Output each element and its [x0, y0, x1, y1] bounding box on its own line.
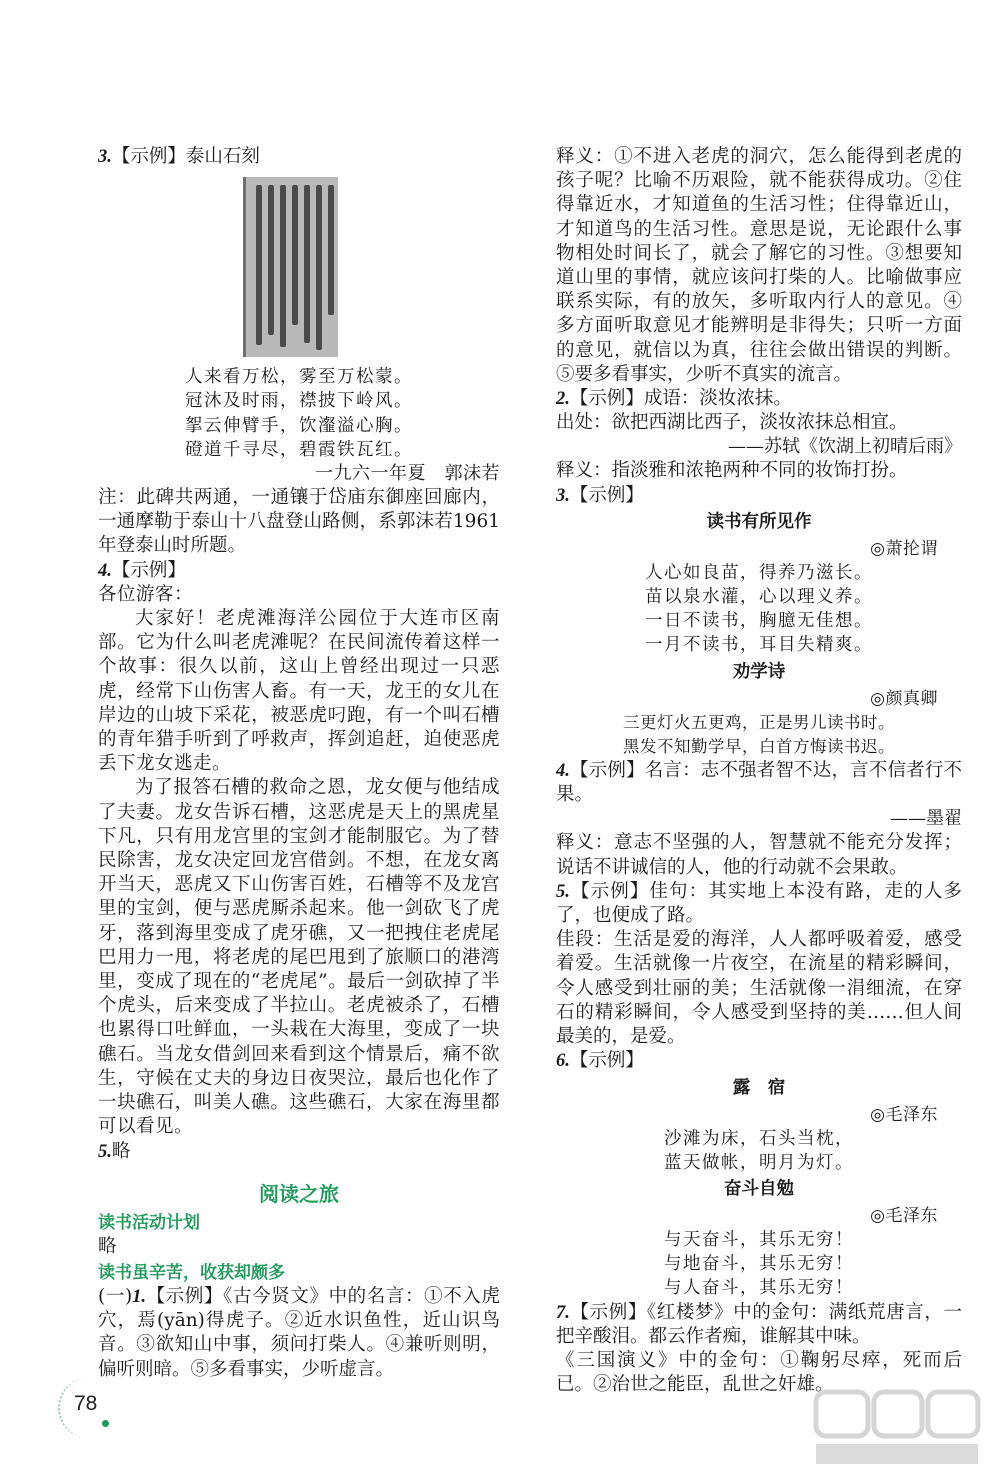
q1-answer: (一)1.【示例】《古今贤文》中的名言：①不入虎穴，焉(yān)得虎子。②近水识鱼性，近山识鸟音。③欲知山中事，须问打柴人。④兼听则明，偏听则暗。⑤多看事实，少听虚言。 [98, 1285, 500, 1380]
poem-line: 与天奋斗，其乐无穷！ [664, 1229, 854, 1250]
subsection-reading-plan: 读书活动计划 [98, 1212, 200, 1233]
poem-line: 一月不读书，耳目失精爽。 [645, 635, 873, 656]
poem-line: 蓝天做帐，明月为灯。 [664, 1152, 854, 1173]
q3-answer: 3.【示例】 [556, 484, 644, 506]
poem-author: ◎萧抡谓 [870, 538, 938, 559]
poem-line: 一日不读书，胸臆无佳想。 [645, 611, 873, 632]
poem-line: 沙滩为床，石头当枕， [664, 1128, 854, 1149]
stone-signature: 一九六一年夏 郭沫若 [315, 463, 500, 485]
q4-signature: ——墨翟 [890, 808, 962, 830]
poem-line: 与地奋斗，其乐无穷！ [664, 1254, 854, 1275]
green-dot-icon [102, 1420, 109, 1427]
story-paragraph-1: 大家好！老虎滩海洋公园位于大连市区南部。它为什么叫老虎滩呢？在民间流传着这样一个故事：很久以前，这山上曾经出现过一只恶虎，经常下山伤害人畜。有一天，龙王的女儿在岸边的山坡下采花，被恶虎叼跑，有一个叫石槽的青年猎手听到了呼救声，挥剑追赶，迫使恶虎丢下龙女逃走。 [98, 608, 500, 775]
q4-explanation: 释义：意志不坚强的人，智慧就不能充分发挥；说话不讲诚信的人，他的行动就不会果敢。 [556, 832, 962, 878]
left-column [98, 145, 500, 1382]
q7-answer-b: 《三国演义》中的金句：①鞠躬尽瘁，死而后已。②治世之能臣，乱世之奸雄。 [556, 1349, 962, 1396]
watermark-logo [812, 1388, 982, 1468]
page-number: 78 [74, 1392, 98, 1415]
stone-poem-line: 冠沐及时雨，襟披下岭风。 [185, 391, 413, 412]
poem-title: 奋斗自勉 [724, 1178, 794, 1199]
q6-answer: 6.【示例】 [556, 1050, 644, 1072]
greeting: 各位游客： [98, 583, 194, 605]
q4-answer: 4.【示例】名言：志不强者智不达，言不信者行不果。 [556, 760, 962, 806]
poem-line: 与人奋斗，其乐无穷！ [664, 1278, 854, 1299]
poem-line: 苗以泉水灌，心以理义养。 [645, 587, 873, 608]
q1-explanation: 释义：①不进入老虎的洞穴，怎么能得到老虎的孩子呢？比喻不历艰险，就不能获得成功。②住得靠近水，才知道鱼的生活习性；住得靠近山，才知道鸟的生活习性。意思是说，无论跟什么事物相处时间长了，就会了解它的习性。③想要知道山里的事情，就应该问打柴的人。比喻做事应联系实际，有的放矢，多听取内行人的意见。④多方面听取意见才能辨明是非得失；只听一方面的意见，就信以为真，往往会做出错误的判断。⑤要多看事实，少听不真实的流言。 [556, 146, 962, 385]
poem-author: ◎毛泽东 [870, 1104, 938, 1125]
stone-poem-line: 人来看万松，雾至万松蒙。 [185, 367, 413, 388]
taishan-inscription-image [243, 177, 338, 357]
subsection-reading-harvest: 读书虽辛苦，收获却颇多 [98, 1262, 285, 1283]
poem-line: 三更灯火五更鸡，正是男儿读书时。 [623, 712, 895, 732]
q5-answer: 5.【示例】佳句：其实地上本没有路，走的人多了，也便成了路。 [556, 880, 962, 927]
q2-source: 出处：欲把西湖比西子，淡妆浓抹总相宜。 [556, 412, 908, 434]
poem-author: ◎颜真卿 [870, 688, 938, 709]
reading-plan-body: 略 [98, 1235, 117, 1257]
q2-signature: ——苏轼《饮湖上初晴后雨》 [728, 436, 962, 458]
poem-title: 读书有所见作 [706, 511, 812, 532]
section-title: 阅读之旅 [259, 1181, 339, 1206]
q5-paragraph: 佳段：生活是爱的海洋，人人都呼吸着爱，感受着爱。生活就像一片夜空，在流星的精彩瞬间，令人感受到壮丽的美；生活就像一涓细流，在穿石的精彩瞬间，令人感受到坚持的美……但人间最美的，是爱。 [556, 929, 962, 1048]
poem-author: ◎毛泽东 [870, 1205, 938, 1226]
q3-heading: 3.【示例】泰山石刻 [98, 146, 260, 167]
poem-title: 露 宿 [732, 1077, 786, 1098]
q5-answer: 5.略 [98, 1140, 131, 1162]
stone-note: 注：此碑共两通，一通镶于岱庙东御座回廊内，一通摩勒于泰山十八盘登山路侧，系郭沫若1961年登泰山时所题。 [98, 487, 500, 557]
q2-answer: 2.【示例】成语：淡妆浓抹。 [556, 388, 792, 410]
q2-explanation: 释义：指淡雅和浓艳两种不同的妆饰打扮。 [556, 460, 908, 482]
poem-title: 劝学诗 [732, 661, 786, 682]
q7-answer: 7.【示例】《红楼梦》中的金句：满纸荒唐言，一把辛酸泪。都云作者痴，谁解其中味。 [556, 1301, 962, 1347]
poem-line: 黑发不知勤学早，白首方悔读书迟。 [623, 736, 895, 756]
stone-poem-line: 挐云伸臂手，饮瀣溢心胸。 [185, 415, 413, 436]
poem-line: 人心如良苗，得养乃滋长。 [645, 562, 873, 583]
q4-heading: 4.【示例】 [98, 559, 186, 581]
stone-poem-line: 磴道千寻尽，碧霞铁瓦红。 [185, 439, 413, 460]
right-column [556, 145, 962, 1397]
story-paragraph-2: 为了报答石槽的救命之恩，龙女便与他结成了夫妻。龙女告诉石槽，这恶虎是天上的黑虎星下凡，只有用龙宫里的宝剑才能制服它。为了替民除害，龙女决定回龙宫借剑。不想，在龙女离开当天，恶虎又下山伤害百姓，石槽等不及龙宫里的宝剑，便与恶虎厮杀起来。他一剑砍飞了虎牙，落到海里变成了虎牙礁，又一把拽住老虎尾巴用力一甩，将老虎的尾巴甩到了旅顺口的港湾里，变成了现在的“老虎尾”。最后一剑砍掉了半个虎头，后来变成了半拉山。老虎被杀了，石槽也累得口吐鲜血，一头栽在大海里，变成了一块礁石。当龙女借剑回来看到这个情景后，痛不欲生，守候在丈夫的身边日夜哭泣，最后也化作了一块礁石，叫美人礁。这些礁石，大家在海里都可以看见。 [98, 777, 500, 1138]
